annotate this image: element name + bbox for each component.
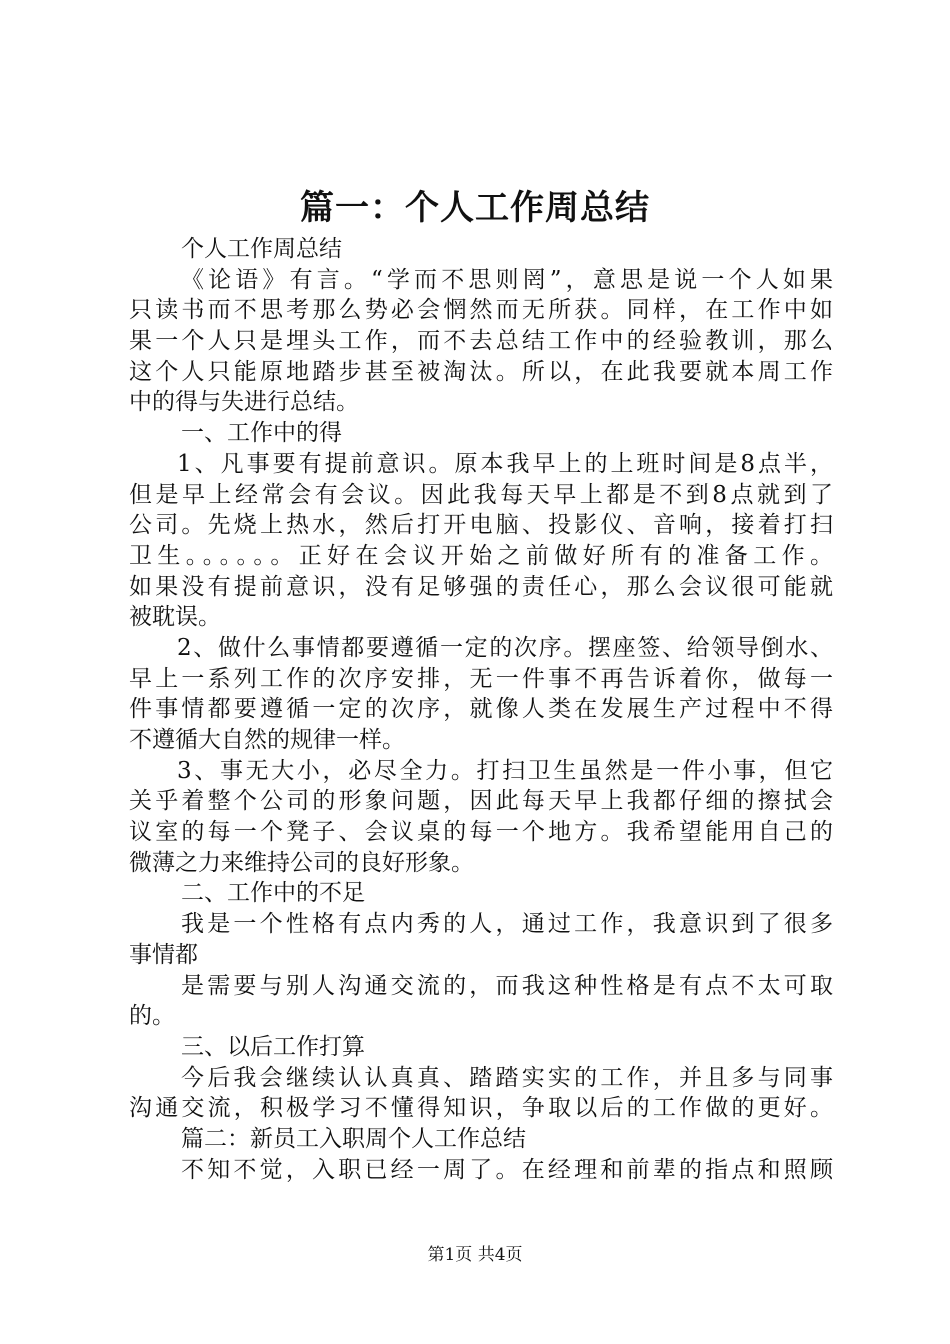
text-line: 个人工作周总结: [181, 236, 342, 262]
text-line: 卫生。。。。。。正好在会议开始之前做好所有的准备工作。: [129, 542, 833, 569]
text-line: 事情都: [129, 941, 198, 968]
text-line: 3、事无大小，必尽全力。打扫卫生虽然是一件小事，但它: [177, 757, 833, 784]
text-line: 微薄之力来维持公司的良好形象。: [129, 849, 474, 876]
text-line: 但是早上经常会有会议。因此我每天早上都是不到8点就到了: [129, 481, 833, 508]
text-line: 1、凡事要有提前意识。原本我早上的上班时间是8点半，: [177, 450, 833, 477]
text-line: 不遵循大自然的规律一样。: [129, 727, 405, 753]
text-line: 被耽误。: [129, 604, 221, 631]
section-heading: 二、工作中的不足: [181, 880, 365, 907]
text-line: 件事情都要遵循一定的次序，就像人类在发展生产过程中不得: [129, 696, 833, 723]
text-line: 今后我会继续认认真真、踏踏实实的工作，并且多与同事: [181, 1064, 833, 1091]
text-line: 议室的每一个凳子、会议桌的每一个地方。我希望能用自己的: [129, 819, 833, 846]
text-line: 果一个人只是埋头工作，而不去总结工作中的经验教训，那么: [129, 328, 833, 355]
text-line: 是需要与别人沟通交流的，而我这种性格是有点不太可取: [181, 972, 833, 999]
text-line: 只读书而不思考那么势必会惘然而无所获。同样，在工作中如: [129, 297, 833, 324]
text-line: 2、做什么事情都要遵循一定的次序。摆座签、给领导倒水、: [177, 634, 833, 661]
page-number-footer: 第1页 共4页: [427, 1245, 523, 1265]
section-heading: 一、工作中的得: [181, 420, 342, 447]
section-heading: 篇二：新员工入职周个人工作总结: [181, 1125, 526, 1152]
text-line: 我是一个性格有点内秀的人，通过工作，我意识到了很多: [181, 911, 833, 938]
text-line: 沟通交流，积极学习不懂得知识，争取以后的工作做的更好。: [129, 1095, 833, 1122]
document-title: 篇一：个人工作周总结: [300, 188, 650, 228]
text-line: 不知不觉，入职已经一周了。在经理和前辈的指点和照顾: [181, 1156, 833, 1183]
section-heading: 三、以后工作打算: [181, 1033, 365, 1060]
text-line: 《论语》有言。“学而不思则罔”，意思是说一个人如果: [181, 266, 833, 293]
text-line: 早上一系列工作的次序安排，无一件事不再告诉着你，做每一: [129, 665, 833, 692]
text-line: 的。: [129, 1003, 175, 1030]
text-line: 公司。先烧上热水，然后打开电脑、投影仪、音响，接着打扫: [129, 512, 833, 539]
text-line: 关乎着整个公司的形象问题，因此每天早上我都仔细的擦拭会: [129, 788, 833, 815]
text-line: 这个人只能原地踏步甚至被淘汰。所以，在此我要就本周工作: [129, 358, 833, 385]
text-line: 如果没有提前意识，没有足够强的责任心，那么会议很可能就: [129, 573, 833, 600]
text-line: 中的得与失进行总结。: [129, 389, 359, 416]
document-body: [129, 234, 833, 1185]
